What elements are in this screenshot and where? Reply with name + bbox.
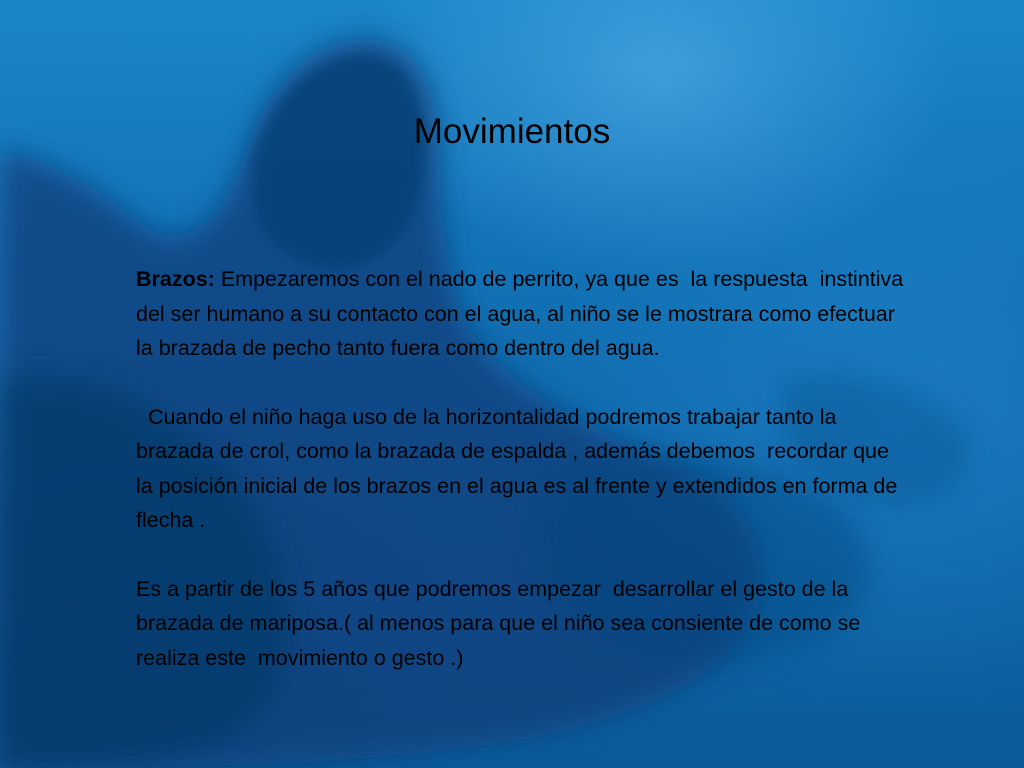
- slide-title: Movimientos: [413, 112, 611, 151]
- paragraph-text: Empezaremos con el nado de perrito, ya que es la respuesta instintiva del ser humano a su contacto con el agua, al niño se le mostrara como efectuar la brazada de pecho tanto fuera como dentro del agua.: [136, 267, 910, 360]
- paragraph-mariposa: [136, 572, 906, 676]
- paragraph-text: Cuando el niño haga uso de la horizontalidad podremos trabajar tanto la brazada de crol, como la brazada de espalda , además debemos recordar que la posición inicial de los brazos en el agua es al frente y extendidos en forma de flecha .: [136, 404, 904, 532]
- paragraph-lead: Brazos:: [136, 267, 215, 291]
- paragraph-text: Es a partir de los 5 años que podremos empezar desarrollar el gesto de la brazada de mariposa.( al menos para que el niño sea consiente de como se realiza este movimiento o gesto .): [136, 576, 867, 670]
- slide-body: [136, 262, 910, 709]
- paragraph-brazos: [136, 262, 910, 366]
- paragraph-horizontalidad: [136, 400, 906, 538]
